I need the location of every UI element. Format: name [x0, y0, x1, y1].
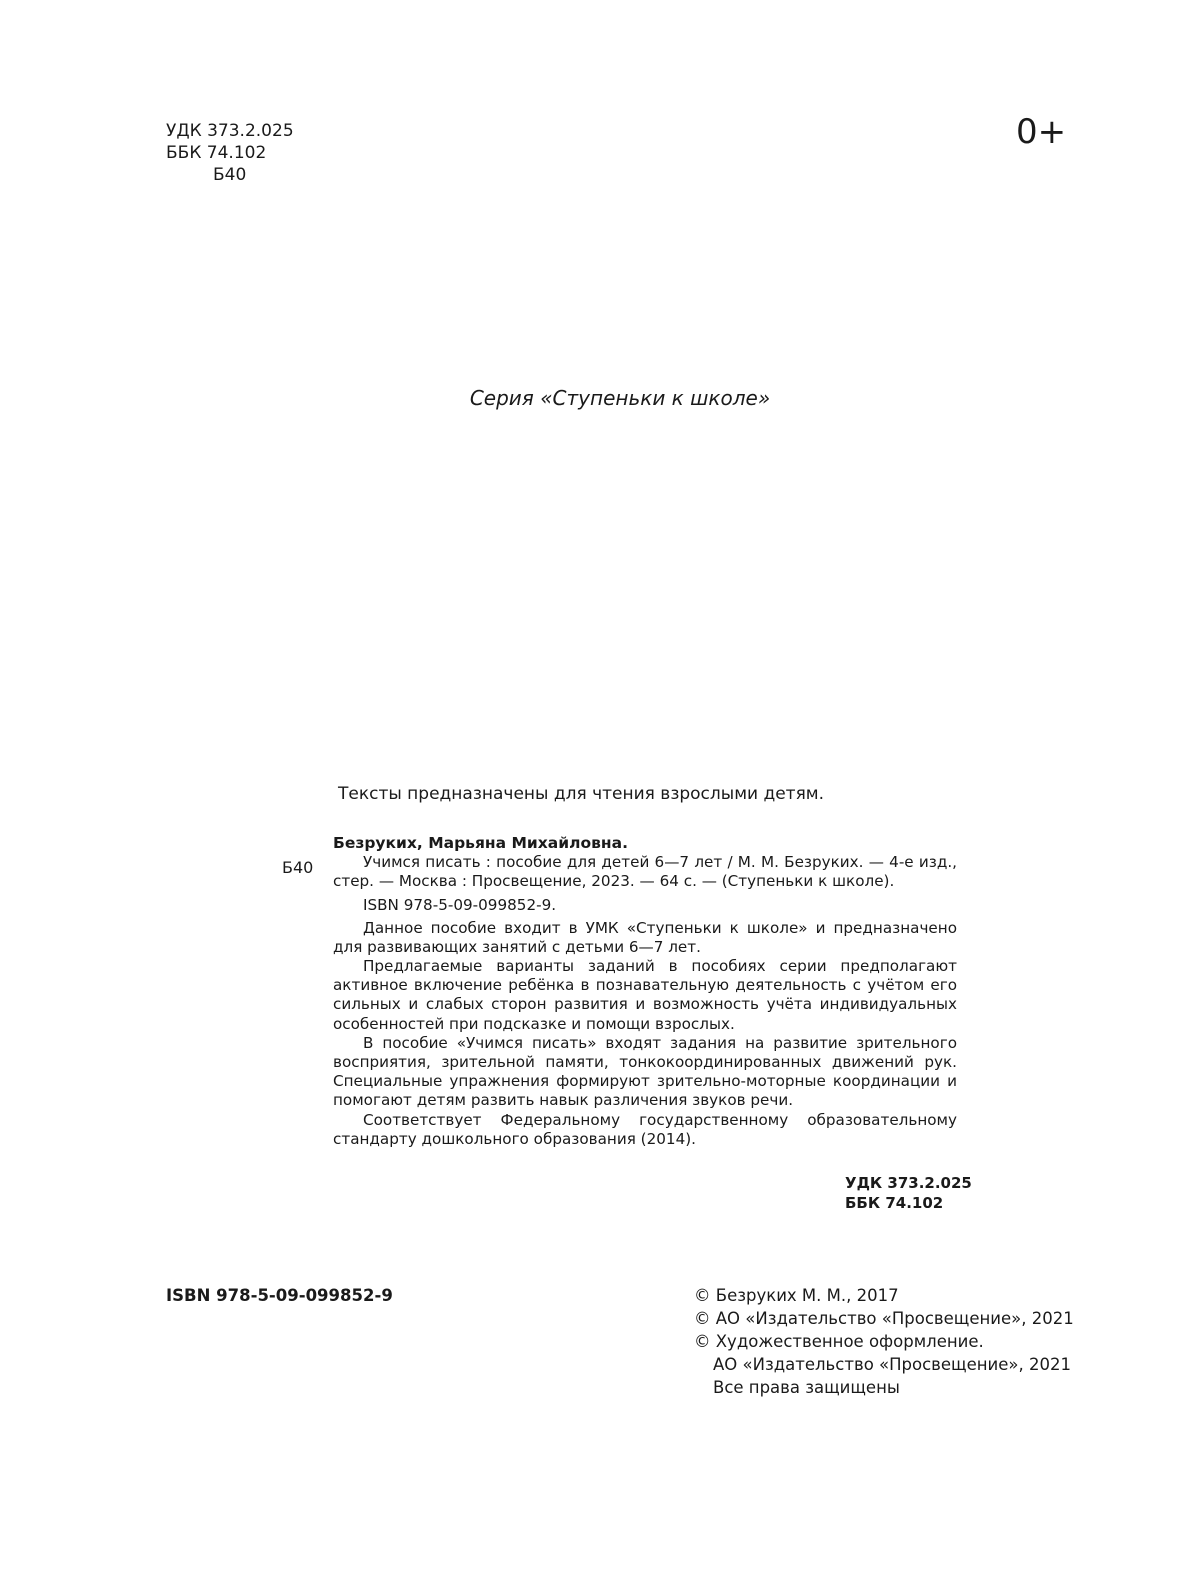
isbn-footer: ISBN 978-5-09-099852-9	[166, 1286, 393, 1305]
classification-block	[166, 120, 294, 186]
reading-note: Тексты предназначены для чтения взрослыми детям.	[338, 784, 825, 804]
rights-reserved: Все права защищены	[713, 1378, 900, 1397]
record-classification	[845, 1173, 972, 1213]
annotation-paragraph: Предлагаемые варианты заданий в пособиях серии предполагают активное включение ребёнка в познавательную деятельность с учётом его сильных и слабых сторон развития и возможность учёта индивидуальных особенностей при подсказке и помощи взрослых.	[333, 957, 957, 1033]
record-isbn: ISBN 978-5-09-099852-9.	[363, 896, 557, 915]
author-sign-code: Б40	[213, 165, 247, 185]
record-description: Учимся писать : пособие для детей 6—7 лет / М. М. Безруких. — 4-е изд., стер. — Москва : Просвещение, 2023. — 64 с. — (Ступеньки к школе).	[333, 853, 957, 891]
record-bbk: ББК 74.102	[845, 1194, 944, 1212]
copyright-line: © Безруких М. М., 2017	[694, 1286, 899, 1305]
copyright-line: © Художественное оформление.	[694, 1332, 984, 1351]
author-name: Безруких, Марьяна Михайловна.	[333, 834, 628, 852]
copyright-line-continued: АО «Издательство «Просвещение», 2021	[713, 1355, 1071, 1374]
age-rating: 0+	[1016, 112, 1067, 152]
copyright-block	[694, 1284, 1074, 1399]
series-title: Серия «Ступеньки к школе»	[469, 386, 771, 410]
annotation-paragraph: В пособие «Учимся писать» входят задания на развитие зрительного восприятия, зрительной памяти, тонкокоординированных движений рук. Специальные упражнения формируют зрительно-моторные координации и помогают детям развить навык различения звуков речи.	[333, 1033, 957, 1110]
annotation-paragraph: Соответствует Федеральному государственному образовательному стандарту дошкольного образования (2014).	[333, 1110, 957, 1148]
bibliographic-record	[333, 833, 957, 1149]
record-udk: УДК 373.2.025	[845, 1174, 972, 1192]
copyright-line: © АО «Издательство «Просвещение», 2021	[694, 1309, 1074, 1328]
udk-code: УДК 373.2.025	[166, 121, 294, 141]
bbk-code: ББК 74.102	[166, 143, 267, 163]
bibliographic-side-code: Б40	[282, 858, 314, 877]
annotation-paragraph: Данное пособие входит в УМК «Ступеньки к школе» и предназначено для развивающих занятий с детьми 6—7 лет.	[333, 918, 957, 956]
